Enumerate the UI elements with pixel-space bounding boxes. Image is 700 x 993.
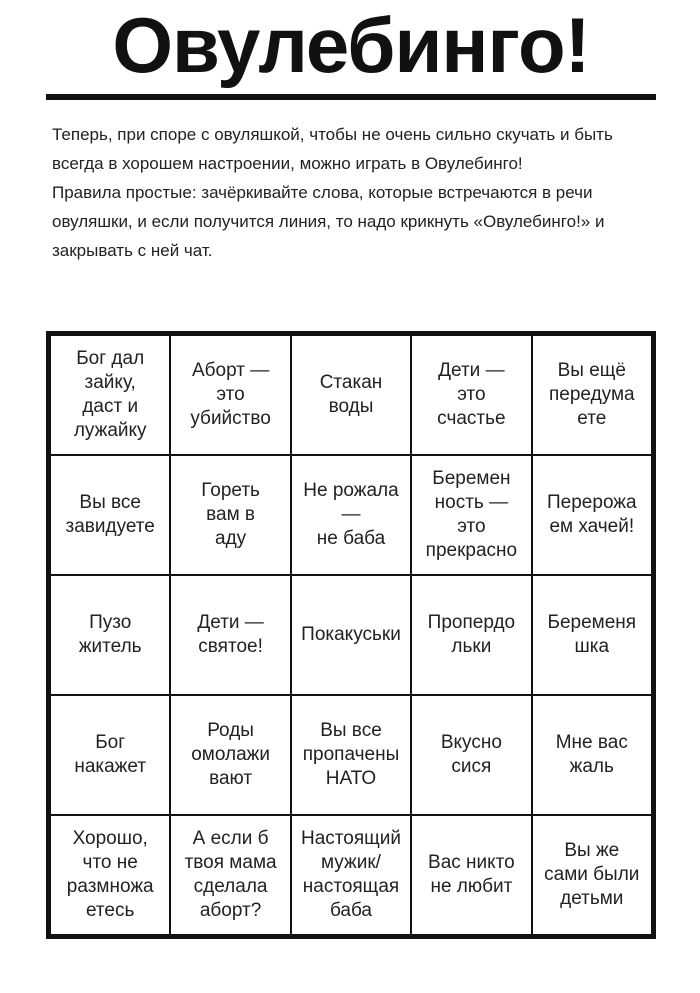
bingo-cell[interactable]: Пузо житель bbox=[50, 575, 170, 695]
bingo-cell[interactable]: Вы ещё передума ете bbox=[532, 335, 652, 455]
intro-text bbox=[52, 120, 652, 265]
bingo-cell[interactable]: Настоящий мужик/ настоящая баба bbox=[291, 815, 411, 935]
bingo-cell[interactable]: Аборт — это убийство bbox=[170, 335, 290, 455]
bingo-cell[interactable]: Беременя шка bbox=[532, 575, 652, 695]
bingo-cell[interactable]: Бог дал зайку, даст и лужайку bbox=[50, 335, 170, 455]
bingo-cell[interactable]: Вы все завидуете bbox=[50, 455, 170, 575]
page-title: Овулебинго! bbox=[112, 1, 590, 89]
bingo-cell[interactable]: Хорошо, что не размножа етесь bbox=[50, 815, 170, 935]
bingo-grid bbox=[46, 331, 656, 939]
bingo-cell[interactable]: Покакуськи bbox=[291, 575, 411, 695]
bingo-cell[interactable]: Вас никто не любит bbox=[411, 815, 531, 935]
bingo-cell[interactable]: Гореть вам в аду bbox=[170, 455, 290, 575]
bingo-cell[interactable]: Пропердо льки bbox=[411, 575, 531, 695]
bingo-cell[interactable]: Дети — святое! bbox=[170, 575, 290, 695]
bingo-cell[interactable]: Перерожа ем хачей! bbox=[532, 455, 652, 575]
bingo-cell[interactable]: Дети — это счастье bbox=[411, 335, 531, 455]
bingo-cell[interactable]: Беремен ность — это прекрасно bbox=[411, 455, 531, 575]
bingo-cell[interactable]: Вкусно сися bbox=[411, 695, 531, 815]
intro-paragraph-1: Теперь, при споре с овуляшкой, чтобы не очень сильно скучать и быть всегда в хорошем настроении, можно играть в Овулебинго! bbox=[52, 125, 613, 173]
bingo-cell[interactable]: А если б твоя мама сделала аборт? bbox=[170, 815, 290, 935]
intro-paragraph-2: Правила простые: зачёркивайте слова, которые встречаются в речи овуляшки, и если получится линия, то надо крикнуть «Овулебинго!» и закрывать с ней чат. bbox=[52, 183, 605, 260]
bingo-cell[interactable]: Вы все пропачены НАТО bbox=[291, 695, 411, 815]
bingo-cell[interactable]: Стакан воды bbox=[291, 335, 411, 455]
bingo-cell[interactable]: Мне вас жаль bbox=[532, 695, 652, 815]
bingo-cell[interactable]: Бог накажет bbox=[50, 695, 170, 815]
bingo-cell[interactable]: Не рожала — не баба bbox=[291, 455, 411, 575]
title-divider bbox=[46, 94, 656, 100]
bingo-cell[interactable]: Роды омолажи вают bbox=[170, 695, 290, 815]
bingo-cell[interactable]: Вы же сами были детьми bbox=[532, 815, 652, 935]
